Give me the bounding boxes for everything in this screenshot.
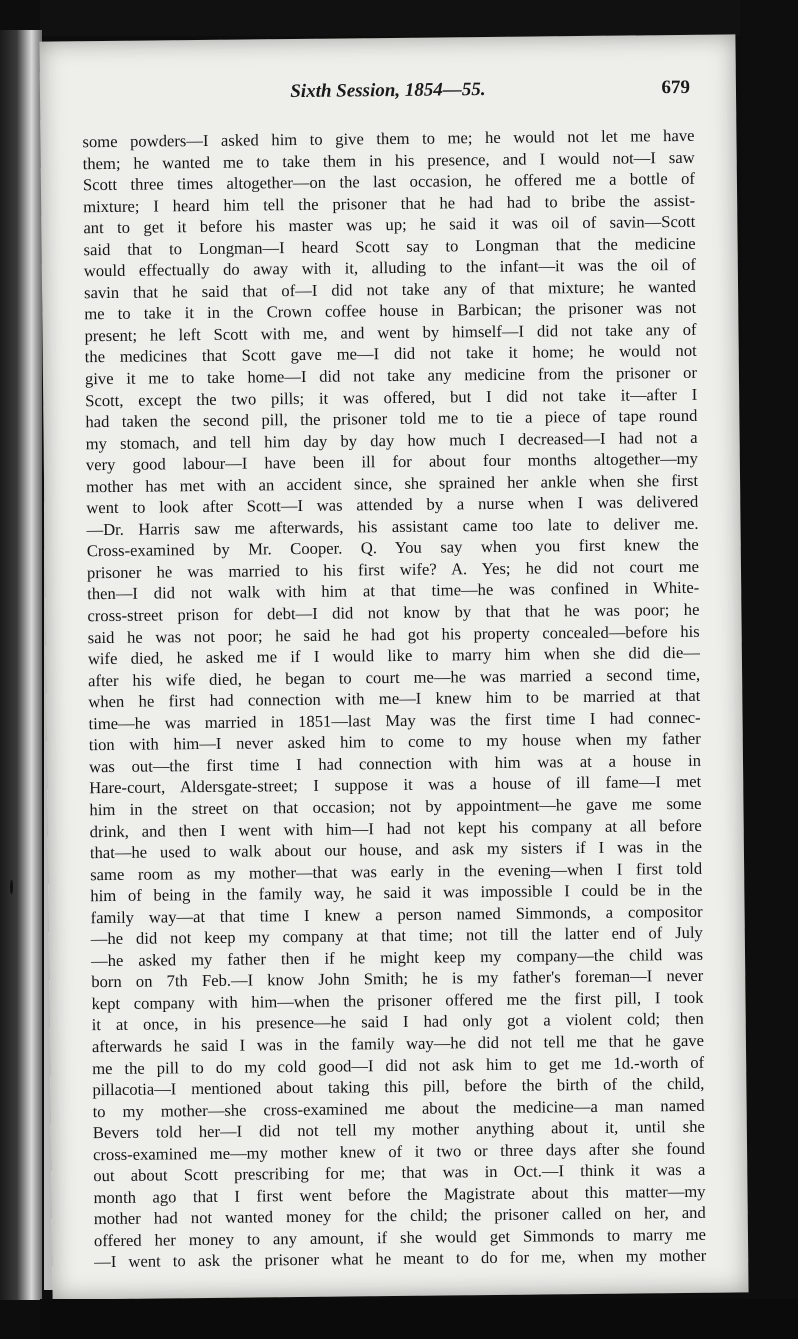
text-line: same room as my mother—that was early in the evening—when I first told	[90, 858, 703, 884]
text-line: said he was not poor; he said he had got his property concealed—before his	[87, 621, 700, 647]
running-head	[80, 77, 696, 113]
running-head-title: Sixth Session, 1854—55.	[290, 79, 486, 103]
text-line: him of being in the family way, he said it was impossible I could be in the	[90, 879, 703, 906]
text-line: family way—at that time I knew a person named Simmonds, a compositor	[90, 901, 703, 927]
scan-border-bottom	[40, 1299, 798, 1339]
scan-speck	[10, 880, 13, 894]
text-line: —I went to ask the prisoner what he meant to do for me, when my mother	[94, 1246, 707, 1272]
text-line: was out—the first time I had connection with him was at a house in	[88, 750, 702, 777]
text-line: some powders—I asked him to give them to me; he would not let me have	[82, 125, 695, 152]
text-line: wife died, he asked me if I would like to marry him when she did die—	[87, 642, 700, 669]
text-line: cross-examined me—my mother knew of it two or three days after she found	[92, 1138, 706, 1164]
text-line: me to take it in the Crown coffee house in Barbican; the prisoner was not	[84, 298, 697, 324]
text-line: born on 7th Feb.—I know John Smith; he is my father's foreman—I never	[91, 966, 704, 992]
text-line: cross-street prison for debt—I did not know by that that he was poor; he	[87, 599, 700, 626]
text-line: me the pill to do my cold good—I did not ask him to get me 1d.-worth of	[92, 1052, 705, 1078]
page-body	[82, 125, 706, 1273]
text-line: Scott, except the two pills; it was offered, but I did not take it—after I	[85, 384, 698, 410]
text-line: to my mother—she cross-examined me about the medicine—a man named	[92, 1095, 705, 1121]
text-line: went to look after Scott—I was attended by a nurse when I was delivered	[86, 492, 699, 518]
text-line: kept company with him—when the prisoner offered me the first pill, I took	[91, 987, 704, 1014]
text-line: mother has met with an accident since, she sprained her ankle when she first	[85, 470, 699, 496]
text-line: —he asked my father then if he might keep my company—the child was	[90, 944, 704, 970]
text-line: mother had not wanted money for the child; the prisoner called on her, and	[93, 1203, 706, 1229]
text-line: would effectually do away with it, alluding to the infant—it was the oil of	[83, 255, 696, 281]
text-line: that—he used to walk about our house, and ask my sisters if I was in the	[89, 836, 702, 863]
text-line: drink, and then I went with him—I had not kept his company at all before	[89, 815, 702, 841]
text-line: offered her money to any amount, if she would get Simmonds to marry me	[93, 1224, 707, 1251]
text-line: Cross-examined by Mr. Cooper. Q. You say when you first knew the	[86, 535, 699, 561]
text-line: Bevers told her—I did not tell my mother anything about it, until she	[92, 1116, 705, 1143]
text-line: very good labour—I have been ill for about four months altogether—my	[85, 449, 698, 475]
text-line: —he did not keep my company at that time; not till the latter end of July	[90, 923, 703, 949]
text-line: tion with him—I never asked him to come to my house when my father	[88, 729, 701, 755]
text-line: out about Scott prescribing for me; that was in Oct.—I think it was a	[93, 1160, 706, 1186]
text-line: my stomach, and tell him day by day how much I decreased—I had not a	[85, 427, 698, 453]
text-line: savin that he said that of—I did not take any of that mixture; he wanted	[83, 276, 697, 303]
text-line: ant to get it before his master was up; he said it was oil of savin—Scott	[83, 212, 696, 238]
scan-border-right	[742, 0, 798, 1339]
text-line: time—he was married in 1851—last May was the first time I had connec-	[88, 707, 701, 733]
text-line: Scott three times altogether—on the last occasion, he offered me a bottle of	[82, 168, 695, 195]
text-line: it at once, in his presence—he said I had only got a violent cold; then	[91, 1009, 704, 1035]
text-line: had taken the second pill, the prisoner told me to tie a piece of tape round	[85, 405, 698, 432]
text-line: the medicines that Scott gave me—I did not take it home; he would not	[84, 341, 697, 367]
text-line: mixture; I heard him tell the prisoner that he had had to bribe the assist-	[83, 190, 696, 216]
page-number: 679	[661, 76, 691, 99]
text-line: month ago that I first went before the Magistrate about this matter—my	[93, 1181, 706, 1207]
text-line: present; he left Scott with me, and went by himself—I did not take any of	[84, 319, 697, 346]
text-line: pillacotia—I mentioned about taking this pill, before the birth of the child,	[92, 1073, 705, 1100]
text-line: Hare-court, Aldersgate-street; I suppose it was a house of ill fame—I met	[89, 772, 702, 798]
text-line: —Dr. Harris saw me afterwards, his assistant came too late to deliver me.	[86, 513, 699, 540]
text-line: prisoner he was married to his first wife? A. Yes; he did not court me	[86, 556, 700, 583]
scan-border-top	[40, 0, 740, 36]
book-page	[39, 34, 748, 1299]
text-line: give it me to take home—I did not take any medicine from the prisoner or	[84, 362, 698, 389]
text-line: afterwards he said I was in the family way—he did not tell me that he gave	[91, 1030, 705, 1057]
text-line: after his wife died, he began to court me—he was married a second time,	[88, 664, 701, 690]
text-line: said that to Longman—I heard Scott say to Longman that the medicine	[83, 233, 696, 259]
text-line: when he first had connection with me—I knew him to be married at that	[88, 686, 701, 712]
book-gutter	[0, 30, 42, 1300]
text-line: them; he wanted me to take them in his presence, and I would not—I saw	[82, 147, 695, 173]
text-line: then—I did not walk with him at that time—he was confined in White-	[87, 578, 700, 604]
text-line: him in the street on that occasion; not by appointment—he gave me some	[89, 793, 702, 820]
